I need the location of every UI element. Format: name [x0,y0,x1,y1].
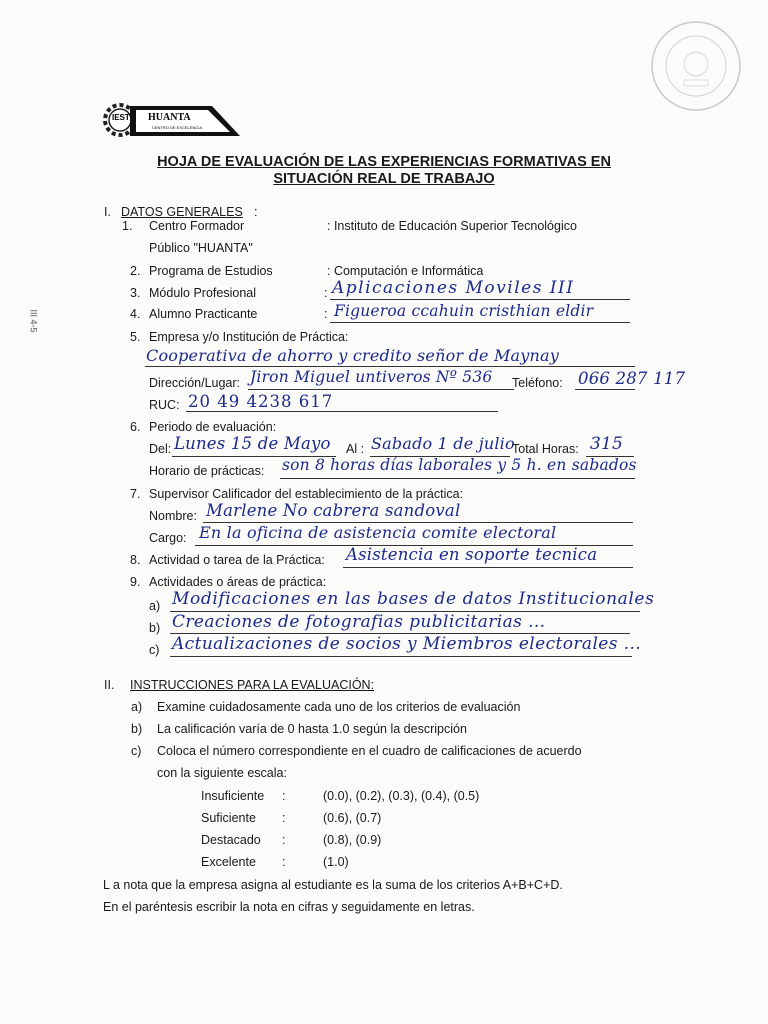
instruction-c-letter: c) [131,744,142,758]
centro-number: 1. [122,219,133,233]
actividad-label: Actividad o tarea de la Práctica: [149,553,325,567]
total-horas-value: 315 [590,434,624,454]
scale-colon: : [282,789,286,803]
modulo-value: Aplicaciones Moviles III [332,278,575,298]
horario-underline [280,478,635,479]
instruction-b-text: La calificación varía de 0 hasta 1.0 según la descripción [157,722,467,736]
telefono-value: 066 287 117 [578,369,686,388]
cargo-value: En la oficina de asistencia comite electoral [199,523,557,542]
modulo-number: 3. [130,286,141,300]
scale-value: (0.0), (0.2), (0.3), (0.4), (0.5) [323,789,480,803]
empresa-label: Empresa y/o Institución de Práctica: [149,330,349,344]
modulo-underline [330,299,630,300]
actividad-value: Asistencia en soporte tecnica [346,545,598,564]
al-value: Sabado 1 de julio [371,434,515,453]
cargo-label: Cargo: [149,531,187,545]
page-title-line2: SITUACIÓN REAL DE TRABAJO [273,171,495,187]
area-c-underline [170,656,632,657]
direccion-label: Dirección/Lugar: [149,376,241,390]
empresa-underline [145,366,635,367]
alumno-number: 4. [130,307,141,321]
instruction-b-letter: b) [131,722,143,736]
scale-value: (1.0) [323,855,349,869]
ruc-label: RUC: [149,398,180,412]
scale-colon: : [282,855,286,869]
area-a-value: Modificaciones en las bases de datos Institucionales [172,589,655,609]
instruction-a-letter: a) [131,700,143,714]
section2-number: II. [104,678,115,692]
logo-short: IEST [112,113,130,122]
telefono-underline [575,389,635,390]
nombre-label: Nombre: [149,509,197,523]
note-line1: L a nota que la empresa asigna al estudiante es la suma de los criterios A+B+C+D. [103,878,563,892]
scale-colon: : [282,833,286,847]
ruc-underline [186,411,498,412]
area-b-letter: b) [149,621,161,635]
al-label: Al : [346,442,365,456]
del-value: Lunes 15 de Mayo [174,434,331,453]
section1-heading-colon: : [254,205,258,219]
actividad-underline [343,567,633,568]
programa-value: : Computación e Informática [327,264,484,278]
programa-label: Programa de Estudios [149,264,273,278]
instruction-c-text-line2: con la siguiente escala: [157,766,287,780]
page-title-line1: HOJA DE EVALUACIÓN DE LAS EXPERIENCIAS FORMATIVAS EN [157,154,611,170]
areas-number: 9. [130,575,141,589]
del-label: Del: [149,442,172,456]
scale-value: (0.8), (0.9) [323,833,382,847]
supervisor-label: Supervisor Calificador del establecimiento de la práctica: [149,487,464,501]
alumno-underline [330,322,630,323]
section1-number: I. [104,205,111,219]
section1-heading: DATOS GENERALES [121,205,243,219]
nombre-value: Marlene No cabrera sandoval [206,501,461,520]
modulo-colon: : [324,286,328,300]
actividad-number: 8. [130,553,141,567]
empresa-value: Cooperativa de ahorro y credito señor de Maynay [146,346,560,365]
side-mark: III 4-5 [28,309,39,333]
note-line2: En el paréntesis escribir la nota en cifras y seguidamente en letras. [103,900,475,914]
alumno-value: Figueroa ccahuin cristhian eldir [334,302,594,320]
periodo-label: Periodo de evaluación: [149,420,277,434]
horario-label: Horario de prácticas: [149,464,265,478]
area-c-value: Actualizaciones de socios y Miembros electorales ... [172,634,642,654]
empresa-number: 5. [130,330,141,344]
scale-label: Insuficiente [201,789,265,803]
supervisor-number: 7. [130,487,141,501]
scale-label: Excelente [201,855,256,869]
instruction-c-text: Coloca el número correspondiente en el cuadro de calificaciones de acuerdo [157,744,582,758]
total-horas-label: Total Horas: [512,442,579,456]
logo-brand: HUANTA [148,112,191,123]
scale-colon: : [282,811,286,825]
direccion-underline [248,389,514,390]
institute-logo [100,98,240,140]
area-a-letter: a) [149,599,161,613]
centro-value: : Instituto de Educación Superior Tecnológico [327,219,577,233]
section2-heading: INSTRUCCIONES PARA LA EVALUACIÓN: [130,678,375,692]
direccion-value: Jiron Miguel untiveros Nº 536 [250,368,493,386]
centro-label: Centro Formador [149,219,245,233]
horario-value: son 8 horas días laborales y 5 h. en sabados [282,456,637,474]
periodo-number: 6. [130,420,141,434]
scale-value: (0.6), (0.7) [323,811,382,825]
alumno-colon: : [324,307,328,321]
telefono-label: Teléfono: [512,376,563,390]
areas-label: Actividades o áreas de práctica: [149,575,327,589]
alumno-label: Alumno Practicante [149,307,258,321]
modulo-label: Módulo Profesional [149,286,257,300]
area-b-value: Creaciones de fotografias publicitarias ... [172,612,546,632]
official-seal [648,18,744,114]
scale-label: Suficiente [201,811,256,825]
programa-number: 2. [130,264,141,278]
centro-value-line2: Público "HUANTA" [149,241,253,255]
logo-sub: CENTRO DE EXCELENCIA [152,125,203,130]
instruction-a-text: Examine cuidadosamente cada uno de los criterios de evaluación [157,700,521,714]
scale-label: Destacado [201,833,261,847]
ruc-value: 20 49 4238 617 [188,392,334,411]
area-c-letter: c) [149,643,160,657]
